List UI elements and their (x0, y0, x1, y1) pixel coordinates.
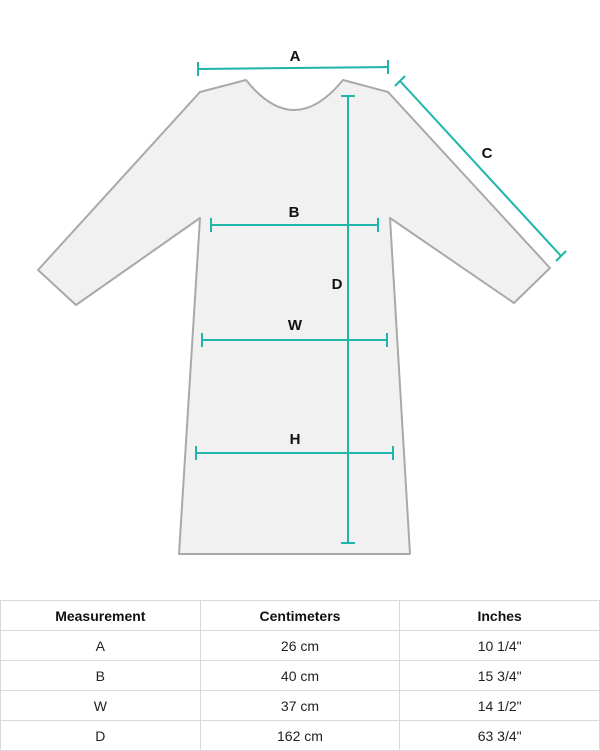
table-cell-inches: 15 3/4" (400, 661, 600, 691)
table-cell-measurement: B (1, 661, 201, 691)
table-cell-measurement: W (1, 691, 201, 721)
table-cell-centimeters: 40 cm (200, 661, 400, 691)
table-row (1, 691, 600, 721)
column-header-centimeters: Centimeters (200, 601, 400, 631)
table-cell-measurement: D (1, 721, 201, 751)
table-row (1, 661, 600, 691)
size-chart-table (0, 600, 600, 751)
table-cell-inches: 63 3/4" (400, 721, 600, 751)
table-row (1, 631, 600, 661)
table-header-row (1, 601, 600, 631)
table-cell-centimeters: 26 cm (200, 631, 400, 661)
measure-label-a: A (289, 48, 301, 65)
table-cell-centimeters: 37 cm (200, 691, 400, 721)
table-row (1, 721, 600, 751)
table-cell-measurement: A (1, 631, 201, 661)
measure-label-w: W (287, 317, 303, 334)
table-cell-inches: 10 1/4" (400, 631, 600, 661)
table-cell-inches: 14 1/2" (400, 691, 600, 721)
column-header-inches: Inches (400, 601, 600, 631)
column-header-measurement: Measurement (1, 601, 201, 631)
table-cell-centimeters: 162 cm (200, 721, 400, 751)
measure-label-d: D (331, 276, 343, 293)
measure-label-b: B (288, 204, 300, 221)
measure-label-c: C (481, 145, 493, 162)
measure-label-h: H (289, 431, 301, 448)
